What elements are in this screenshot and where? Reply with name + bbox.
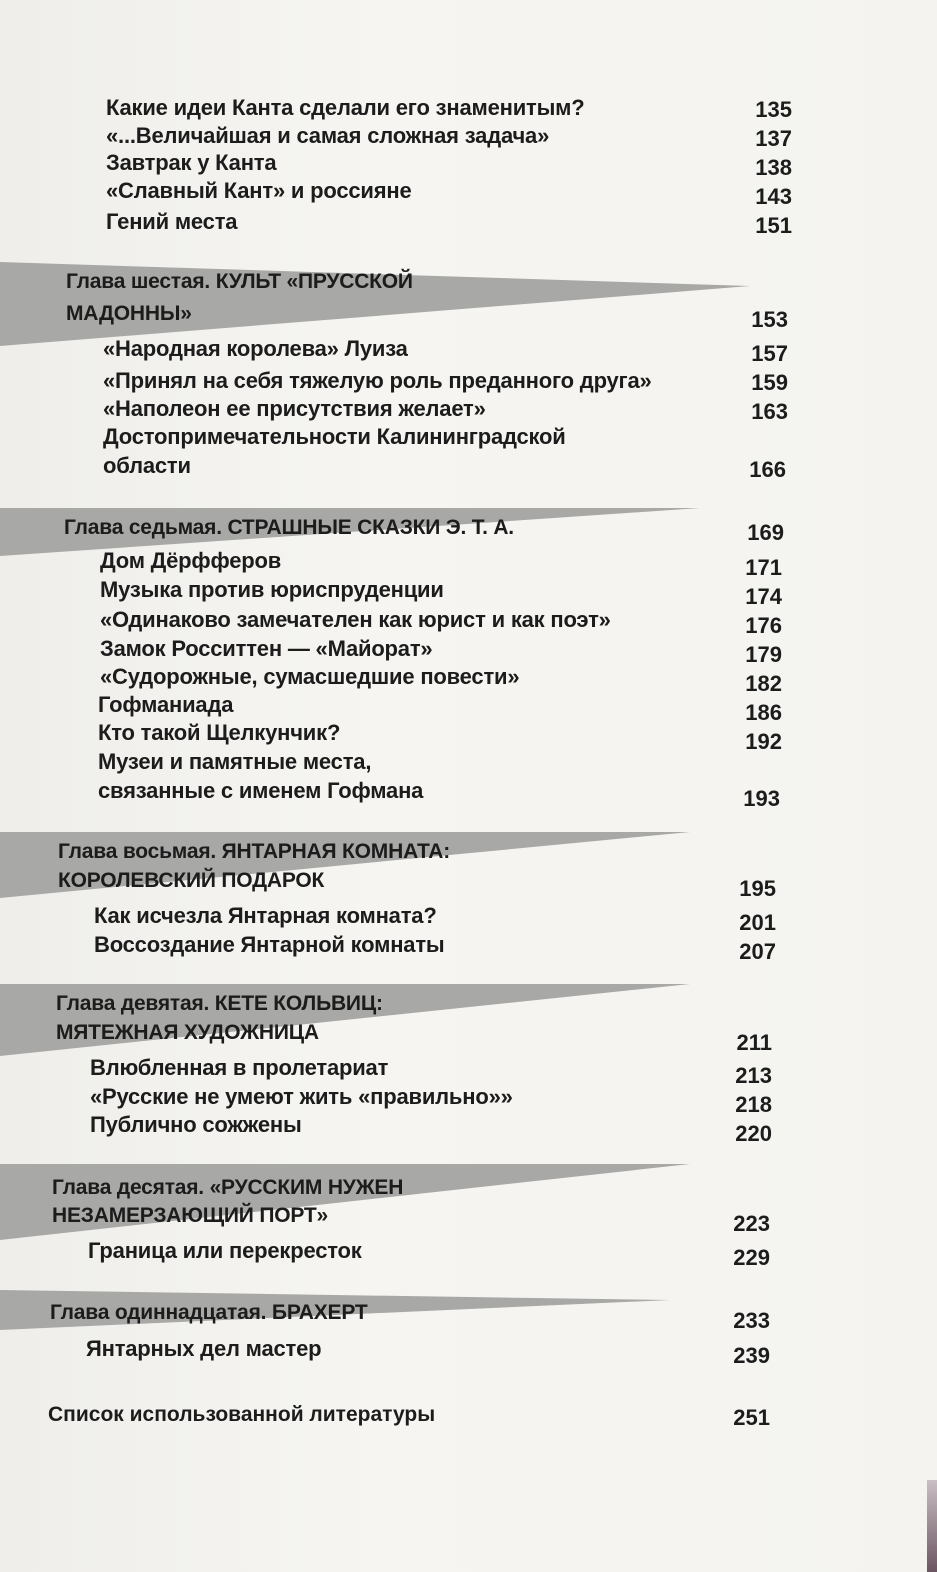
page-number: 166 (749, 457, 786, 482)
chapter-page-number: 169 (747, 520, 784, 545)
chapter-title[interactable]: Глава седьмая. СТРАШНЫЕ СКАЗКИ Э. Т. А. (64, 516, 514, 539)
toc-entry[interactable]: «Судорожные, сумасшедшие повести» (100, 664, 520, 689)
chapter-title[interactable]: Глава одиннадцатая. БРАХЕРТ (50, 1301, 368, 1324)
chapter-title-cont: МАДОННЫ» (66, 302, 192, 325)
bibliography-entry[interactable]: Список использованной литературы (48, 1403, 436, 1426)
toc-entry[interactable]: «Наполеон ее присутствия желает» (103, 396, 486, 421)
chapter-title[interactable]: Глава девятая. КЕТЕ КОЛЬВИЦ: (56, 992, 383, 1015)
toc-entry[interactable]: Какие идеи Канта сделали его знаменитым? (106, 95, 585, 120)
page-number: 138 (755, 155, 792, 180)
chapter-title[interactable]: Глава восьмая. ЯНТАРНАЯ КОМНАТА: (58, 840, 451, 863)
toc-entry[interactable]: Достопримечательности Калининградской (103, 424, 566, 449)
chapter-page-number: 195 (739, 876, 776, 901)
chapter-page-number: 233 (733, 1308, 770, 1333)
page-number: 193 (743, 786, 780, 811)
page-number: 201 (739, 910, 776, 935)
page-number: 143 (755, 184, 792, 209)
toc-entry-cont: области (103, 453, 191, 478)
toc-entry[interactable]: Музеи и памятные места, (98, 749, 372, 774)
page-number: 192 (745, 729, 782, 754)
page-number: 176 (745, 613, 782, 638)
toc-entry[interactable]: «Народная королева» Луиза (103, 336, 408, 361)
chapter-page-number: 211 (736, 1030, 772, 1055)
toc-entry[interactable]: «Славный Кант» и россияне (106, 178, 412, 203)
toc-entry[interactable]: «Русские не умеют жить «правильно»» (90, 1084, 513, 1109)
toc-entry[interactable]: Дом Дёрфферов (100, 548, 282, 573)
toc-entry[interactable]: Завтрак у Канта (106, 150, 277, 175)
toc-entry[interactable]: «Принял на себя тяжелую роль преданного друга» (103, 368, 652, 393)
toc-entry[interactable]: Янтарных дел мастер (86, 1336, 322, 1361)
page-number: 151 (755, 213, 792, 238)
toc-entry[interactable]: Влюбленная в пролетариат (90, 1055, 389, 1080)
toc-entry[interactable]: Гений места (106, 209, 238, 234)
chapter-title-cont: МЯТЕЖНАЯ ХУДОЖНИЦА (56, 1021, 319, 1044)
page-number: 251 (733, 1405, 770, 1430)
toc-entry[interactable]: Воссоздание Янтарной комнаты (94, 932, 445, 957)
toc-entry[interactable]: Кто такой Щелкунчик? (98, 720, 341, 745)
page-number: 239 (733, 1343, 770, 1368)
page-number: 207 (739, 939, 776, 964)
page-number: 159 (751, 370, 788, 395)
toc-entry-cont: связанные с именем Гофмана (98, 778, 424, 803)
chapter-title[interactable]: Глава шестая. КУЛЬТ «ПРУССКОЙ (66, 270, 413, 293)
chapter-title[interactable]: Глава десятая. «РУССКИМ НУЖЕН (52, 1176, 404, 1199)
chapter-page-number: 223 (733, 1211, 770, 1236)
page-number: 220 (735, 1121, 772, 1146)
toc-entry[interactable]: Гофманиада (98, 692, 234, 717)
page-number: 171 (745, 555, 782, 580)
chapter-title-cont: НЕЗАМЕРЗАЮЩИЙ ПОРТ» (52, 1204, 328, 1227)
page-number: 163 (751, 399, 788, 424)
chapter-page-number: 153 (751, 307, 788, 332)
page-number: 218 (735, 1092, 772, 1117)
page-number: 186 (745, 700, 782, 725)
chapter-title-cont: КОРОЛЕВСКИЙ ПОДАРОК (58, 869, 325, 892)
toc-entry[interactable]: Как исчезла Янтарная комната? (94, 903, 437, 928)
toc-entry[interactable]: Замок Росситтен — «Майорат» (100, 636, 433, 661)
page-number: 182 (745, 671, 782, 696)
toc-entry[interactable]: Граница или перекресток (88, 1238, 362, 1263)
toc-entry[interactable]: Публично сожжены (90, 1112, 302, 1137)
page-number: 179 (745, 642, 782, 667)
toc-entry[interactable]: «Одинаково замечателен как юрист и как поэт» (100, 607, 611, 632)
toc-entry[interactable]: «...Величайшая и самая сложная задача» (106, 123, 550, 148)
toc-entry[interactable]: Музыка против юриспруденции (100, 577, 444, 602)
page-number: 157 (751, 341, 788, 366)
page-number: 229 (733, 1245, 770, 1270)
page-number: 137 (755, 126, 792, 151)
page-number: 174 (745, 584, 782, 609)
page-number: 135 (755, 97, 792, 122)
page-number: 213 (735, 1063, 772, 1088)
book-edge-shadow (927, 1480, 937, 1572)
